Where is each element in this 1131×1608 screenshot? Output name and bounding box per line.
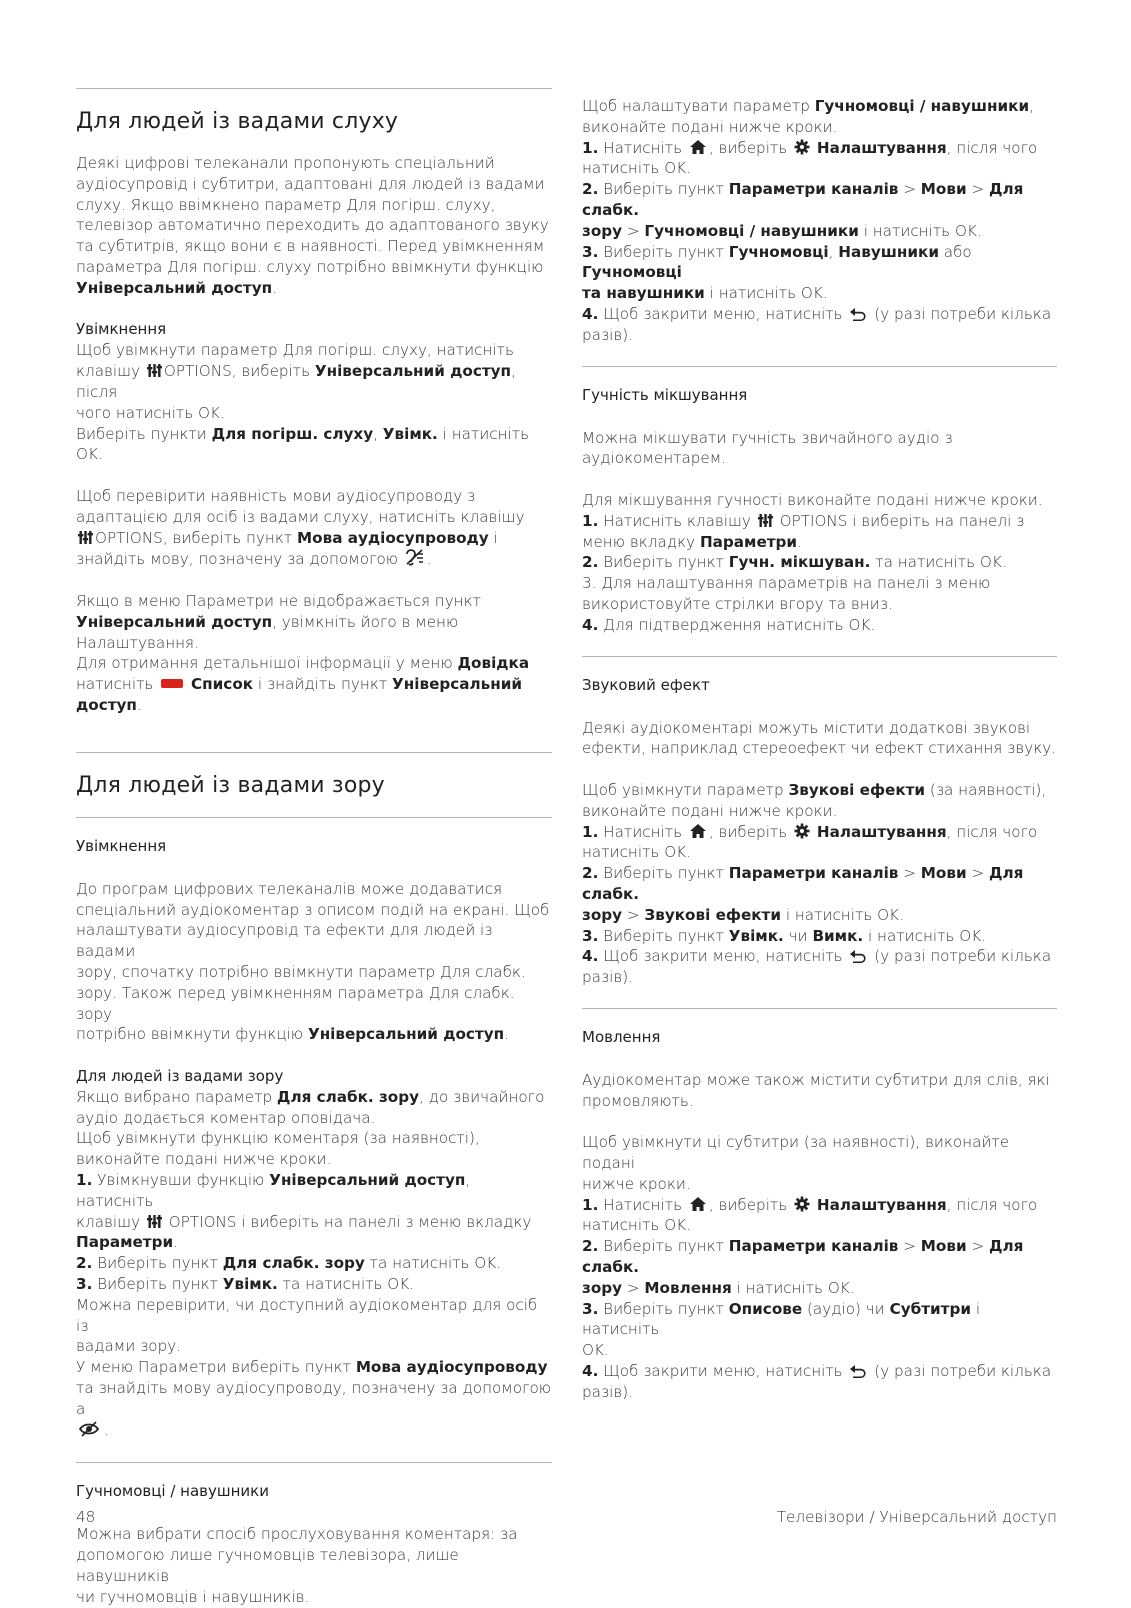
options-icon (147, 1214, 162, 1229)
back-icon (849, 307, 867, 321)
speakers-steps: Щоб налаштувати параметр Гучномовці / навушники, виконайте подані нижче кроки. 1. Натисніть , виберіть Налаштування, після чого натисніть OK. 2. Виберіть пункт Параметри каналів > Мови > Для слабк. зору > Гучномовці / навушники і натисніть OK. 3. Виберіть пункт Гучномовці, Навушники або Гучномовці та навушники і натисніть OK. 4. Щоб закрити меню, натисніть (у разі потреби кілька разів). (582, 97, 1052, 344)
speakers-heading: Гучномовці / навушники (76, 1482, 269, 1501)
hearing-intro: Деякі цифрові телеканали пропонують спеціальний аудіосупровід і субтитри, адаптовані для людей із вадами слуху. Якщо ввімкнено параметр Для погірш. слуху, телевізор автоматично переходить до адаптованого звуку та субтитрів, якщо вони є в наявності. Перед увімкненням параметра Для погірш. слуху потрібно ввімкнути функцію Універсальний доступ. (76, 154, 549, 297)
speech-steps: Щоб увімкнути ці субтитри (за наявності), виконайте подані нижче кроки. 1. Натисніть , виберіть Налаштування, після чого натисніть OK. 2. Виберіть пункт Параметри каналів > Мови > Для слабк. зору > Мовлення і натисніть OK. 3. Виберіть пункт Описове (аудіо) чи Субтитри і натисніть OK. 4. Щоб закрити меню, натисніть (у разі потреби кілька разів). (582, 1133, 1052, 1401)
hearing-check-text: Щоб перевірити наявність мови аудіосупроводу з адаптацією для осіб із вадами слуху, натисніть клавішу OPTIONS, виберіть пункт Мова аудіосупроводу і знайдіть мову, позначену за допомогою . (76, 486, 525, 569)
back-icon (849, 949, 867, 963)
effect-steps: Щоб увімкнути параметр Звукові ефекти (за наявності), виконайте подані нижче кроки. 1. Натисніть , виберіть Налаштування, після чого натисніть OK. 2. Виберіть пункт Параметри каналів > Мови > Для слабк. зору > Звукові ефекти і натисніть OK. 3. Виберіть пункт Увімк. чи Вимк. і натисніть OK. 4. Щоб закрити меню, натисніть (у разі потреби кілька разів). (582, 780, 1052, 987)
home-icon (689, 1196, 707, 1212)
gear-icon (794, 1196, 810, 1212)
home-icon (689, 823, 707, 839)
hearing-on-heading: Увімкнення (76, 320, 167, 339)
effect-text: Деякі аудіокоментарі можуть містити додаткові звукові ефекти, наприклад стереоефект чи ефект стихання звуку. (582, 718, 1057, 758)
right-column (582, 96, 1057, 1403)
vision-sub-heading: Для людей із вадами зору (76, 1066, 284, 1085)
mix-steps: Для мікшування гучності виконайте подані нижче кроки. 1. Натисніть клавішу OPTIONS і виберіть на панелі з меню вкладку Параметри. 2. Виберіть пункт Гучн. мікшуван. та натисніть OK. 3. Для налаштування параметрів на панелі з меню використовуйте стрілки вгору та вниз. 4. Для підтвердження натисніть OK. (582, 490, 1043, 634)
gear-icon (794, 139, 810, 155)
vision-steps: Якщо вибрано параметр Для слабк. зору, до звичайного аудіо додається коментар оповідача. Щоб увімкнути функцію коментаря (за наявності), виконайте подані нижче кроки. 1. Увімкнувши функцію Універсальний доступ, натисніть клавішу OPTIONS і виберіть на панелі з меню вкладку Параметри. 2. Виберіть пункт Для слабк. зору та натисніть OK. 3. Виберіть пункт Увімк. та натисніть OK. Можна перевірити, чи доступний аудіокоментар для осіб із вадами зору. У меню Параметри виберіть пункт Мова аудіосупроводу та знайдіть мову аудіосупроводу, позначену за допомогою а . (76, 1087, 552, 1439)
section-title-hearing: Для людей із вадами слуху (76, 109, 399, 134)
mix-text: Можна мікшувати гучність звичайного аудіо з аудіокоментарем. (582, 428, 953, 468)
speech-text: Аудіокоментар може також містити субтитри для слів, які промовляють. (582, 1070, 1050, 1110)
red-key-icon (161, 679, 183, 688)
hearing-impaired-icon (405, 548, 425, 566)
divider (76, 752, 552, 753)
visually-impaired-icon (78, 1421, 102, 1437)
section-title-vision: Для людей із вадами зору (76, 772, 385, 798)
divider (76, 88, 552, 89)
vision-intro: До програм цифрових телеканалів може додаватися спеціальний аудіокоментар з описом подій на екрані. Щоб налаштувати аудіосупровід та ефекти для людей із вадами зору, спочатку потрібно ввімкнути параметр Для слабк. зору. Також перед увімкненням параметра Для слабк. зору потрібно ввімкнути функцію Універсальний доступ. (76, 879, 550, 1044)
options-icon (147, 363, 162, 378)
page-number: 48 (76, 1508, 96, 1526)
vision-on-heading: Увімкнення (76, 836, 167, 855)
footer-section: Телевізори / Універсальний доступ (776, 1508, 1057, 1526)
home-icon (689, 139, 707, 155)
options-icon (78, 530, 93, 545)
speakers-text: Можна вибрати спосіб прослуховування коментаря: за допомогою лише гучномовців телевізора, лише навушників чи гучномовців і навушників. (76, 1525, 518, 1606)
left-column (76, 88, 552, 1608)
hearing-menu-text: Якщо в меню Параметри не відображається пункт Універсальний доступ, увімкніть його в меню Налаштування. Для отримання детальнішої інформації у меню Довідка натисніть Список і знайдіть пункт Універсальний доступ. (76, 591, 530, 714)
gear-icon (794, 823, 810, 839)
back-icon (849, 1364, 867, 1378)
mix-heading: Гучність мікшування (582, 385, 748, 404)
effect-heading: Звуковий ефект (582, 675, 710, 694)
speech-heading: Мовлення (582, 1027, 661, 1046)
hearing-on-text: Щоб увімкнути параметр Для погірш. слуху, натисніть клавішу OPTIONS, виберіть Універсальний доступ, після чого натисніть OK. Виберіть пункти Для погірш. слуху, Увімк. і натисніть OK. (76, 341, 530, 464)
options-icon (758, 513, 773, 528)
